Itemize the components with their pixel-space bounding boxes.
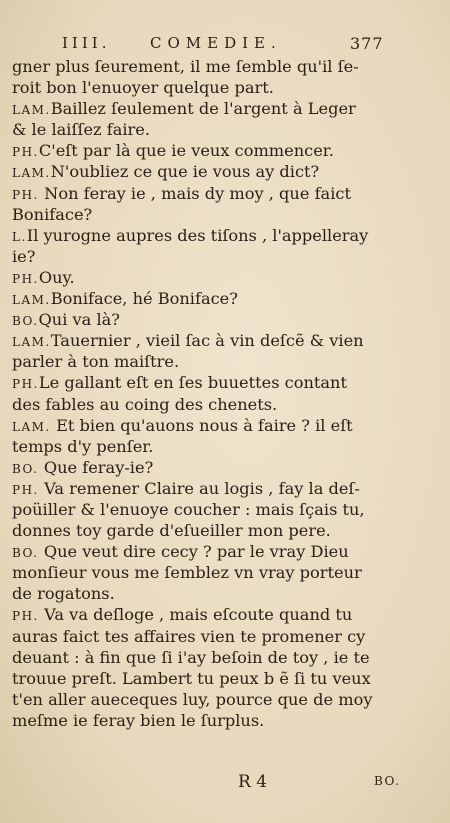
- line-text: Boniface, hé Boniface?: [50, 289, 238, 309]
- line-text: Qui va là?: [38, 310, 120, 330]
- text-line: [12, 119, 432, 140]
- speaker-label: BO.: [12, 314, 39, 329]
- text-line: [12, 710, 432, 731]
- line-text: meſme ie feray bien le ſurplus.: [12, 710, 265, 730]
- running-head: [0, 34, 450, 56]
- speaker-label: PH.: [12, 145, 39, 160]
- text-line: [12, 415, 432, 436]
- line-text: Non feray ie , mais dy moy , que faict: [44, 183, 351, 203]
- text-line: [12, 183, 432, 204]
- line-text: N'oubliez ce que ie vous ay dict?: [50, 162, 320, 182]
- text-line: [12, 457, 432, 478]
- page-footer: [0, 772, 450, 796]
- speaker-label: BO.: [12, 546, 44, 561]
- line-text: Va remener Claire au logis , fay la deſ-: [44, 478, 360, 498]
- text-line: [12, 204, 432, 225]
- signature-mark: R 4: [238, 772, 268, 792]
- line-text: auras faict tes affaires vien te promener cy: [12, 626, 366, 646]
- line-text: Que veut dire cecy ? par le vray Dieu: [43, 542, 349, 562]
- text-line: [12, 288, 432, 309]
- text-line: [12, 520, 432, 541]
- line-text: Ouy.: [38, 267, 75, 287]
- text-line: [12, 372, 432, 393]
- speaker-label: LAM.: [12, 103, 51, 118]
- line-text: donnes toy garde d'eſueiller mon pere.: [12, 521, 331, 541]
- speaker-label: PH.: [12, 482, 45, 497]
- text-line: [12, 267, 432, 288]
- line-text: deuant : à fin que ſi i'ay beſoin de toy , ie te: [12, 647, 370, 667]
- text-line: [12, 225, 432, 246]
- text-line: [12, 351, 432, 372]
- line-text: monſieur vous me ſemblez vn vray porteur: [12, 563, 362, 583]
- text-line: [12, 499, 432, 520]
- line-text: Il yurogne aupres des tiſons , l'appelleray: [26, 225, 369, 245]
- speaker-label: PH.: [12, 271, 39, 286]
- line-text: poüiller & l'enuoye coucher : mais ſçais tu,: [12, 499, 365, 519]
- running-head-title: COMEDIE.: [150, 34, 282, 52]
- line-text: t'en aller aueceques luy, pource que de moy: [12, 689, 373, 709]
- line-text: trouue preſt. Lambert tu peux b ẽ ſi tu veux: [12, 668, 371, 688]
- line-text: Le gallant eſt en ſes buuettes contant: [38, 373, 347, 393]
- dialogue-text: [12, 56, 432, 731]
- speaker-label: LAM.: [12, 166, 51, 181]
- text-line: [12, 309, 432, 330]
- line-text: temps d'y penſer.: [12, 436, 154, 456]
- line-text: Boniface?: [12, 204, 93, 224]
- line-text: Et bien qu'auons nous à faire ? il eſt: [56, 415, 353, 435]
- page-number: 377: [350, 34, 384, 53]
- line-text: ie?: [12, 246, 36, 266]
- text-line: [12, 246, 432, 267]
- text-line: [12, 98, 432, 119]
- speaker-label: PH.: [12, 187, 45, 202]
- text-line: [12, 56, 432, 77]
- line-text: roit bon l'enuoyer quelque part.: [12, 78, 274, 98]
- text-line: [12, 604, 432, 625]
- speaker-label: LAM.: [12, 419, 57, 434]
- line-text: C'eſt par là que ie veux commencer.: [38, 141, 334, 161]
- line-text: & le laiſſez faire.: [12, 120, 150, 140]
- text-line: [12, 689, 432, 710]
- text-line: [12, 161, 432, 182]
- text-line: [12, 626, 432, 647]
- line-text: Baillez ſeulement de l'argent à Leger: [50, 99, 356, 119]
- text-line: [12, 583, 432, 604]
- text-line: [12, 140, 432, 161]
- line-text: Tauernier , vieil ſac à vin deſcẽ & vien: [50, 331, 364, 351]
- running-head-folio: IIII.: [62, 34, 111, 52]
- speaker-label: PH.: [12, 377, 39, 392]
- speaker-label: PH.: [12, 609, 45, 624]
- text-line: [12, 668, 432, 689]
- line-text: Que feray-ie?: [43, 457, 154, 477]
- text-line: [12, 647, 432, 668]
- catchword: BO.: [374, 774, 401, 788]
- text-line: [12, 478, 432, 499]
- text-line: [12, 541, 432, 562]
- line-text: Va va deſloge , mais eſcoute quand tu: [44, 605, 353, 625]
- speaker-label: LAM.: [12, 335, 51, 350]
- speaker-label: BO.: [12, 461, 44, 476]
- line-text: des fables au coing des chenets.: [12, 394, 278, 414]
- speaker-label: LAM.: [12, 293, 51, 308]
- line-text: parler à ton maiſtre.: [12, 352, 180, 372]
- line-text: gner plus ſeurement, il me ſemble qu'il ſe-: [12, 57, 359, 76]
- line-text: de rogatons.: [12, 584, 115, 604]
- text-line: [12, 394, 432, 415]
- text-line: [12, 562, 432, 583]
- text-line: [12, 77, 432, 98]
- text-line: [12, 330, 432, 351]
- text-line: [12, 436, 432, 457]
- speaker-label: L.: [12, 229, 27, 244]
